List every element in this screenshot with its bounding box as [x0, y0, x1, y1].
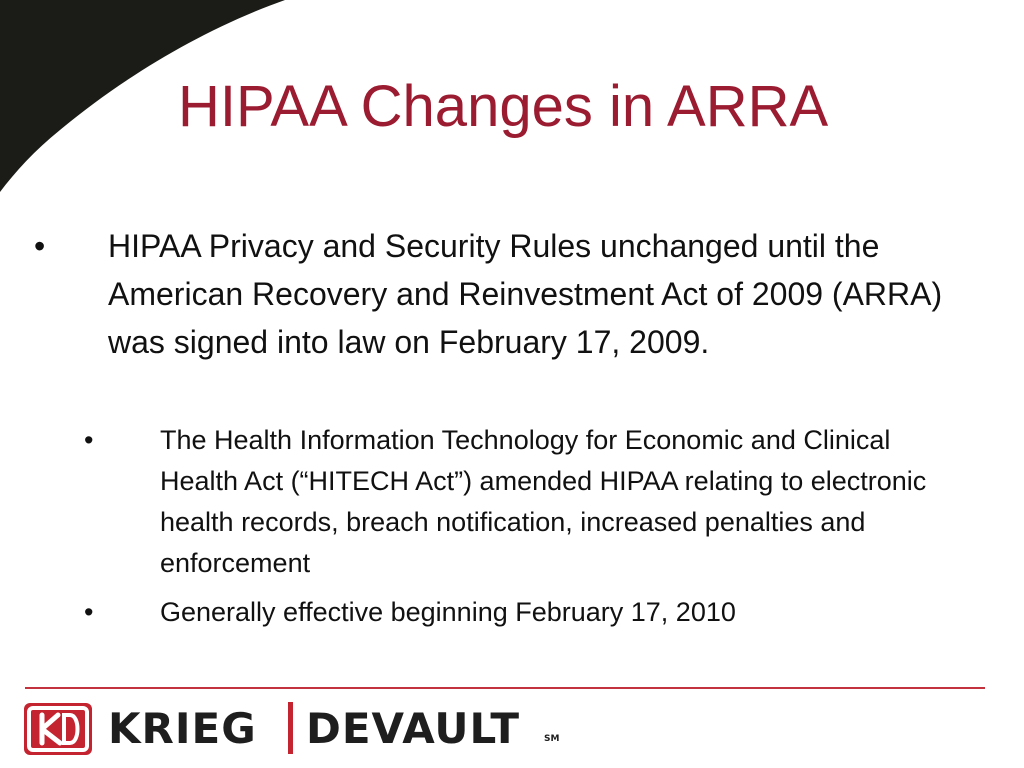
logo-word-devault: DEVAULT — [306, 704, 520, 753]
bullet-text: HIPAA Privacy and Security Rules unchanged until the American Recovery and Reinvestment Act of 2009 (ARRA) was signed into law on February 17, 2009. — [108, 228, 943, 360]
logo-word-krieg: KRIEG — [108, 704, 257, 753]
slide-title: HIPAA Changes in ARRA — [178, 74, 829, 139]
company-logo — [24, 700, 560, 758]
sub-bullet-text: Generally effective beginning February 17, 2010 — [160, 597, 736, 627]
bullet-marker: • — [34, 228, 46, 264]
footer-divider — [25, 687, 985, 689]
krieg-devault-logo-mark-icon — [24, 703, 92, 755]
service-mark: SM — [544, 734, 560, 744]
sub-bullet-marker: • — [84, 425, 94, 455]
logo-divider — [288, 702, 293, 754]
sub-bullet-text: The Health Information Technology for Economic and Clinical Health Act (“HITECH Act”) amended HIPAA relating to electronic health records, breach notification, increased penalties and enforcement — [160, 425, 927, 578]
sub-bullet-marker: • — [84, 597, 94, 627]
